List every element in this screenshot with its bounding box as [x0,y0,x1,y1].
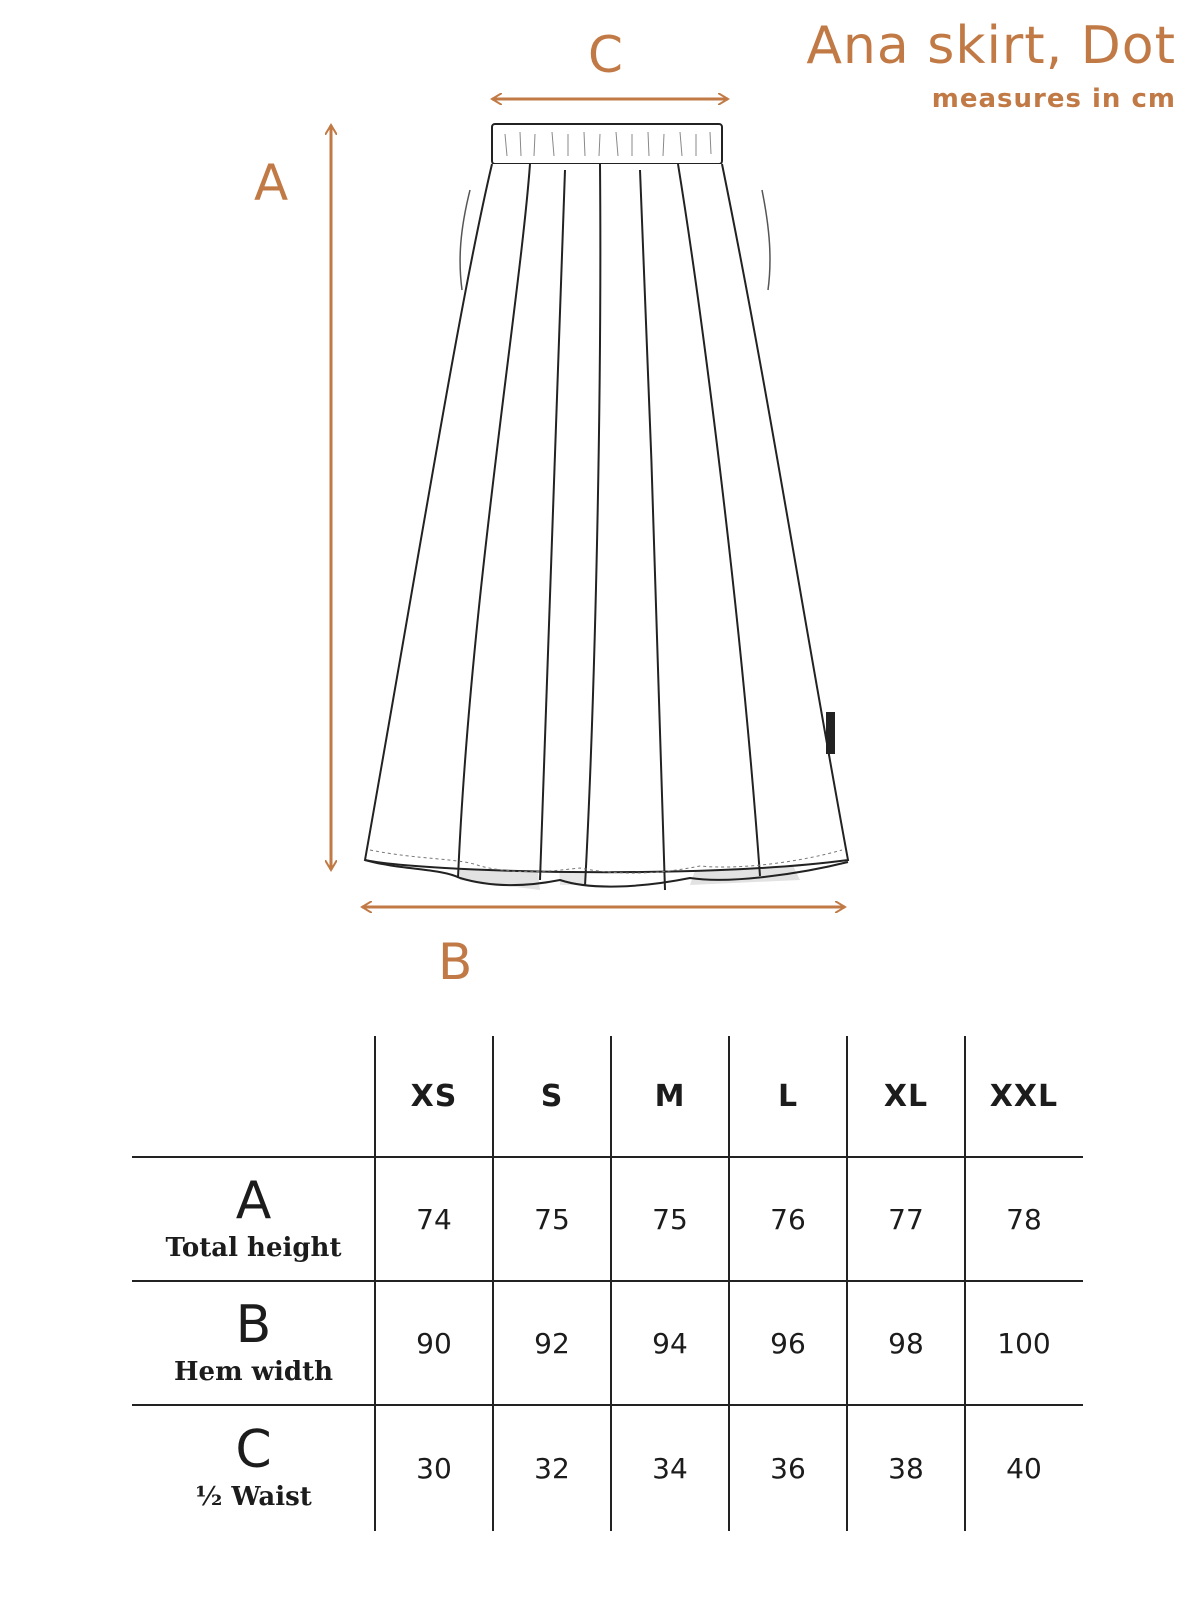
table-cell: 90 [416,1326,452,1360]
row-header-c [132,1405,375,1531]
dimension-label-a: A [254,154,289,212]
column-header-xxl: XXL [989,1079,1059,1114]
page-subtitle: measures in cm [931,84,1176,114]
table-cell: 34 [652,1451,688,1485]
table-cell: 75 [534,1202,570,1236]
table-cell: 30 [416,1451,452,1485]
skirt-illustration [365,124,848,890]
column-header-m: M [654,1079,686,1114]
row-name: ½ Waist [195,1482,312,1512]
dimension-label-c: C [588,26,623,84]
column-header-xs: XS [410,1079,458,1114]
row-header-b [132,1281,375,1405]
page-title: Ana skirt, Dot [806,16,1176,76]
column-header-xl: XL [883,1079,929,1114]
column-header-l: L [777,1079,799,1114]
row-name: Total height [165,1233,342,1263]
table-cell: 32 [534,1451,570,1485]
table-cell: 77 [888,1202,924,1236]
table-cell: 78 [1006,1202,1042,1236]
column-header-s: S [540,1079,564,1114]
row-letter: A [235,1171,272,1231]
row-letter: C [235,1420,272,1480]
dimension-label-b: B [438,933,473,991]
table-cell: 92 [534,1326,570,1360]
row-letter: B [235,1295,272,1355]
table-cell: 40 [1006,1451,1042,1485]
table-cell: 36 [770,1451,806,1485]
table-cell: 75 [652,1202,688,1236]
table-cell: 94 [652,1326,688,1360]
row-header-a [132,1157,375,1281]
table-cell: 98 [888,1326,924,1360]
row-name: Hem width [173,1357,334,1387]
table-cell: 74 [416,1202,452,1236]
table-cell: 38 [888,1451,924,1485]
table-cell: 100 [997,1326,1051,1360]
table-cell: 76 [770,1202,806,1236]
table-cell: 96 [770,1326,806,1360]
